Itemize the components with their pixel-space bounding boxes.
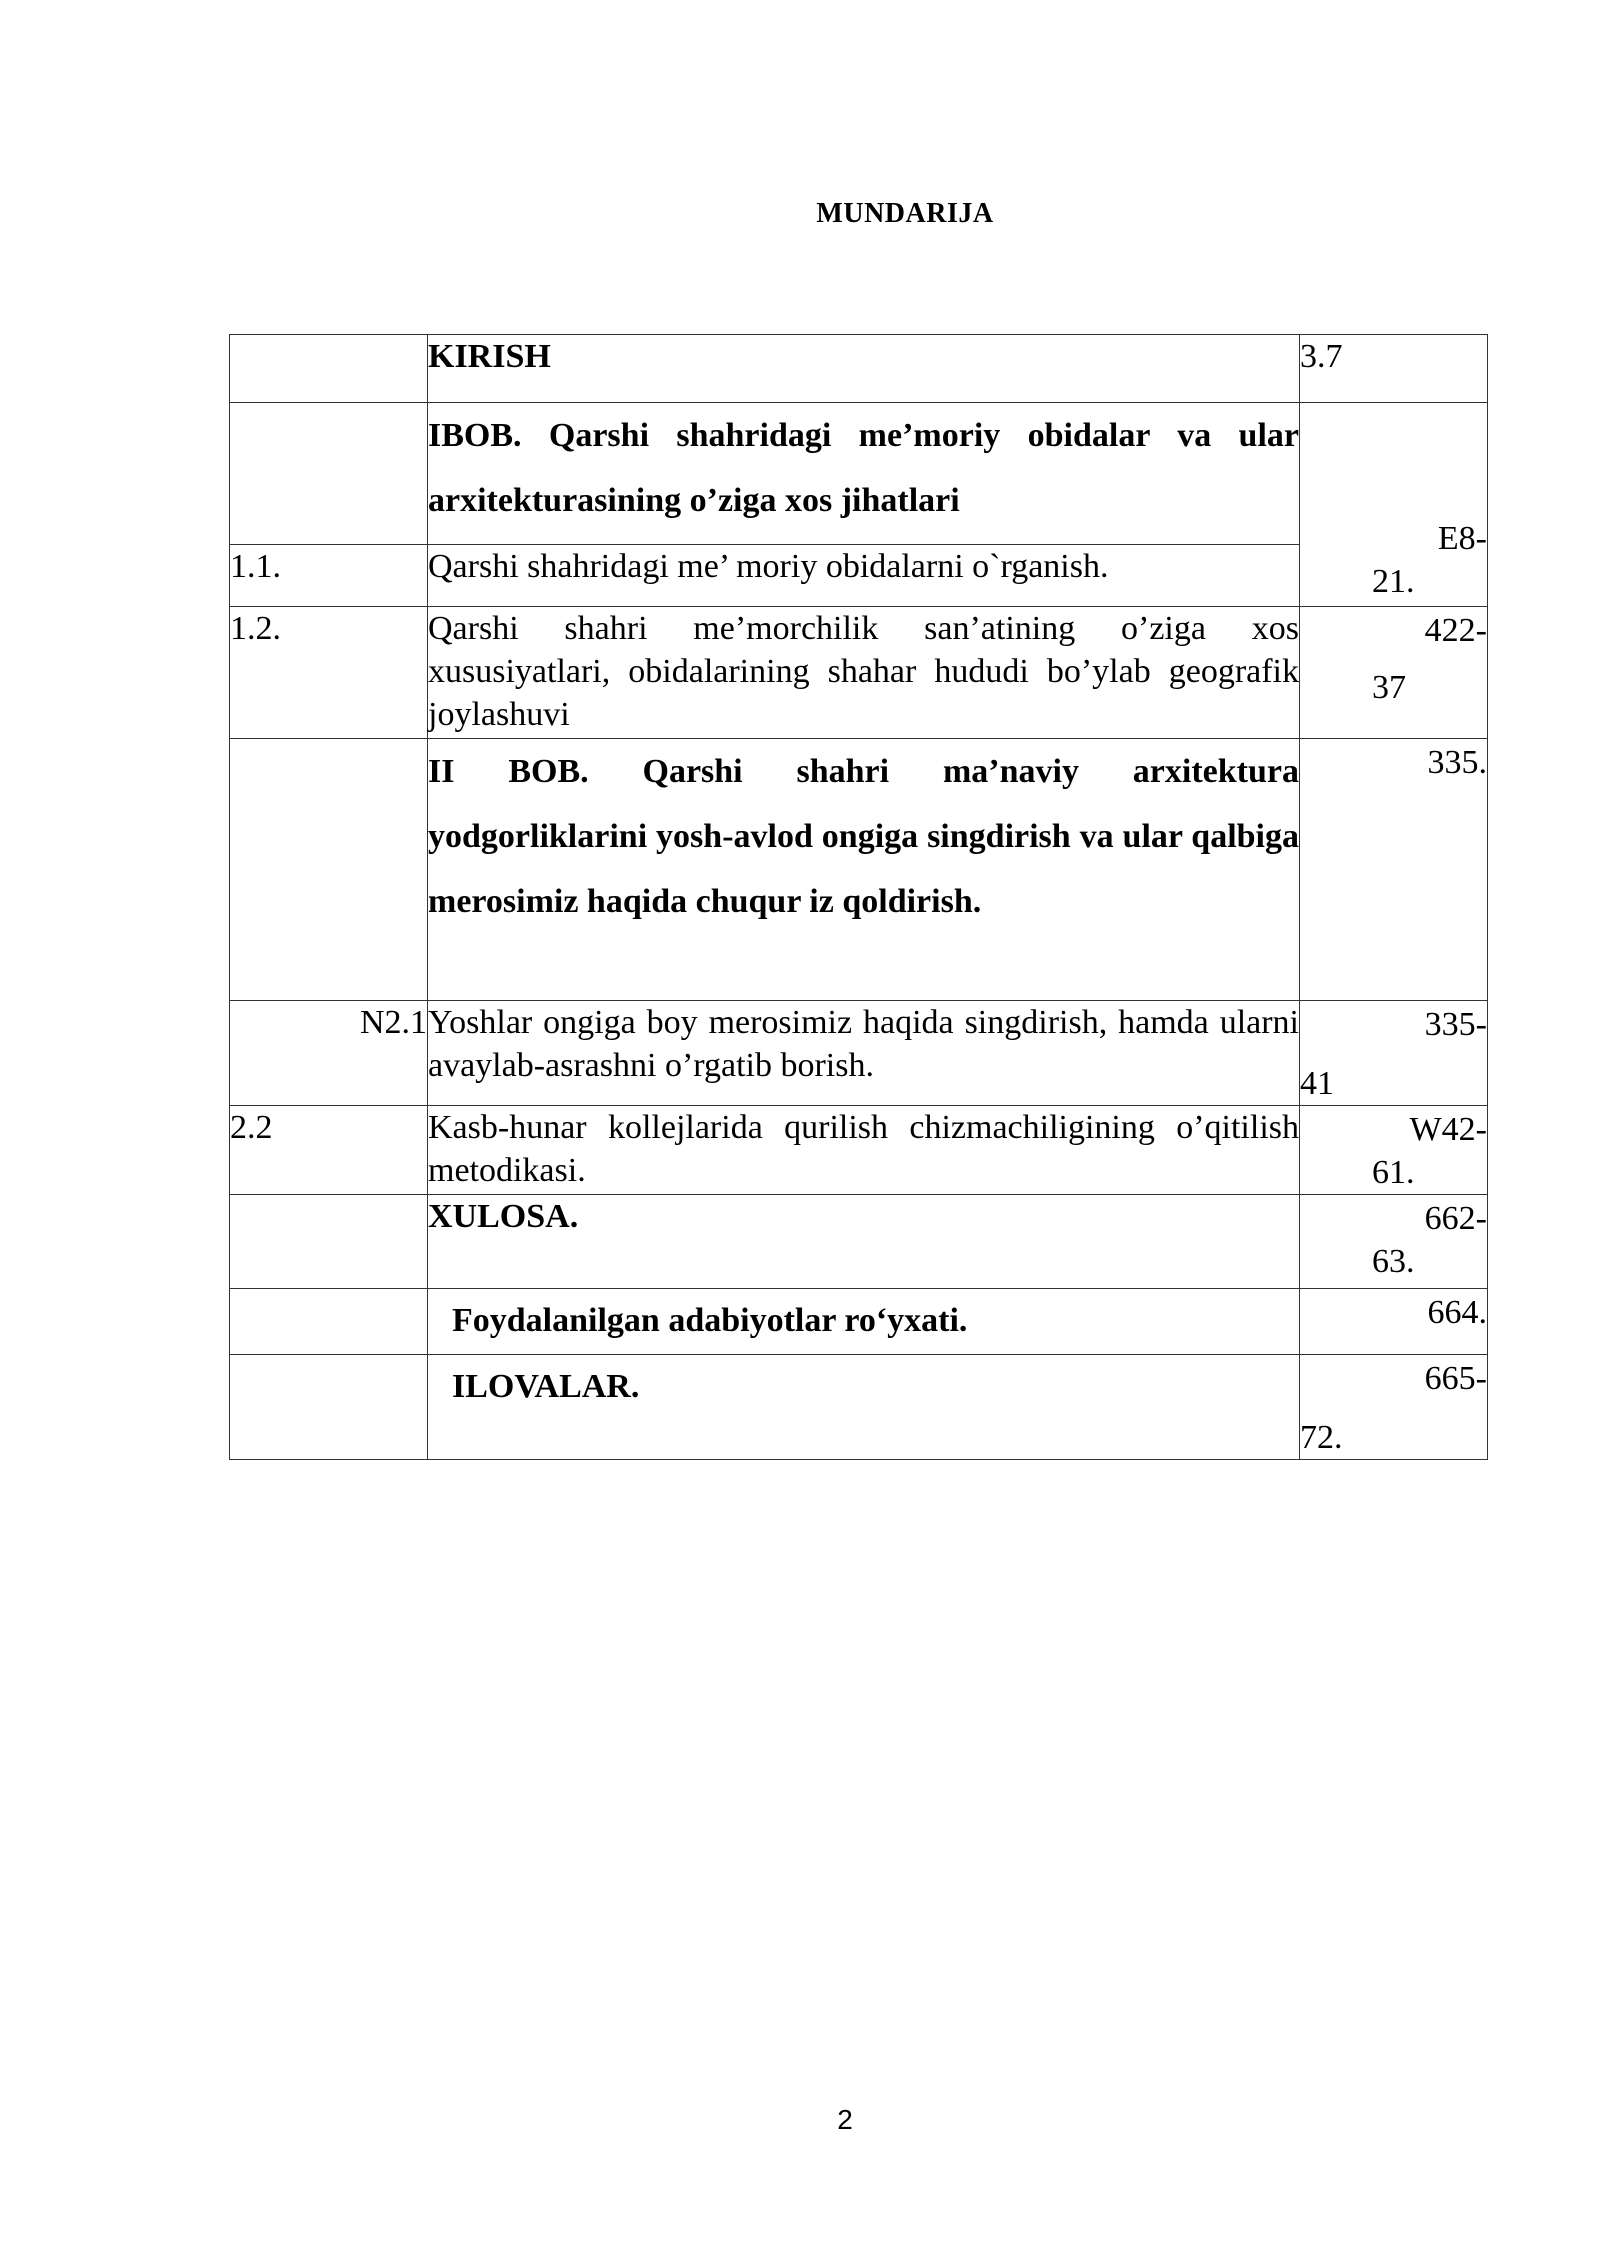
toc-page-cell: [1300, 1289, 1488, 1355]
toc-entry-title: KIRISH: [428, 335, 1300, 403]
toc-page-cell: [1300, 739, 1488, 1001]
toc-page-cell: [1300, 1195, 1488, 1289]
toc-page-cell: [1300, 403, 1488, 607]
toc-page-ref: 662-: [1424, 1200, 1487, 1237]
toc-row-2-2: [230, 1106, 1488, 1195]
toc-entry-title: Qarshi shahridagi me’ moriy obidalarni o`rganish.: [428, 545, 1300, 607]
toc-page-ref: 422-: [1424, 612, 1487, 649]
toc-row-1-2: [230, 607, 1488, 739]
toc-row-number: 1.1.: [230, 545, 428, 607]
toc-entry-title: ILOVALAR.: [428, 1355, 1300, 1460]
toc-page-ref: 664.: [1427, 1294, 1487, 1331]
toc-row-number: [230, 403, 428, 545]
toc-row-number: [230, 1355, 428, 1460]
page-title: MUNDARIJA: [816, 198, 994, 229]
toc-row-number: [230, 335, 428, 403]
toc-page-ref: 335-: [1424, 1006, 1487, 1043]
toc-row-references: [230, 1289, 1488, 1355]
toc-page-ref: W42-: [1409, 1111, 1487, 1148]
toc-page-cell: [1300, 1355, 1488, 1460]
toc-row-2-1: [230, 1001, 1488, 1106]
toc-page-ref: 72.: [1300, 1419, 1343, 1456]
toc-page-ref: 63.: [1372, 1243, 1415, 1280]
toc-page-cell: [1300, 1106, 1488, 1195]
table-of-contents: [229, 334, 1488, 1460]
toc-page-ref: 335.: [1427, 744, 1487, 781]
toc-row-kirish: [230, 335, 1488, 403]
toc-entry-title: Yoshlar ongiga boy merosimiz haqida singdirish, hamda ularni avaylab-asrashni o’rgatib borish.: [428, 1001, 1300, 1106]
toc-row-chapter-1: [230, 403, 1488, 545]
toc-row-number: [230, 1195, 428, 1289]
toc-entry-title: II BOB. Qarshi shahri ma’naviy arxitektura yodgorliklarini yosh-avlod ongiga singdirish va ular qalbiga merosimiz haqida chuqur iz qoldirish.: [428, 739, 1300, 1001]
toc-page-ref: 665-: [1424, 1360, 1487, 1397]
toc-row-chapter-2: [230, 739, 1488, 1001]
page-number: 2: [837, 2104, 853, 2135]
toc-entry-title: XULOSA.: [428, 1195, 1300, 1289]
toc-entry-title: Foydalanilgan adabiyotlar ro‘yxati.: [428, 1289, 1300, 1355]
toc-page-ref: E8-: [1437, 520, 1487, 557]
toc-row-number: N2.1: [230, 1001, 428, 1106]
toc-page-ref: 37: [1372, 669, 1406, 706]
toc-page-cell: [1300, 607, 1488, 739]
toc-row-number: 2.2: [230, 1106, 428, 1195]
toc-row-appendices: [230, 1355, 1488, 1460]
toc-page-ref: 3.7: [1300, 338, 1343, 375]
toc-row-number: [230, 739, 428, 1001]
toc-page-ref: 41: [1300, 1065, 1334, 1102]
toc-row-xulosa: [230, 1195, 1488, 1289]
toc-entry-title: Kasb-hunar kollejlarida qurilish chizmachiligining o’qitilish metodikasi.: [428, 1106, 1300, 1195]
toc-entry-title: Qarshi shahri me’morchilik san’atining o’ziga xos xususiyatlari, obidalarining shahar hududi bo’ylab geografik joylashuvi: [428, 607, 1300, 739]
toc-row-number: [230, 1289, 428, 1355]
toc-page-ref: 21.: [1372, 563, 1415, 600]
toc-page-ref: 61.: [1372, 1154, 1415, 1191]
toc-page-cell: [1300, 1001, 1488, 1106]
toc-page-cell: [1300, 335, 1488, 403]
toc-row-number: 1.2.: [230, 607, 428, 739]
toc-entry-title: IBOB. Qarshi shahridagi me’moriy obidalar va ular arxitekturasining o’ziga xos jihatlari: [428, 403, 1300, 545]
